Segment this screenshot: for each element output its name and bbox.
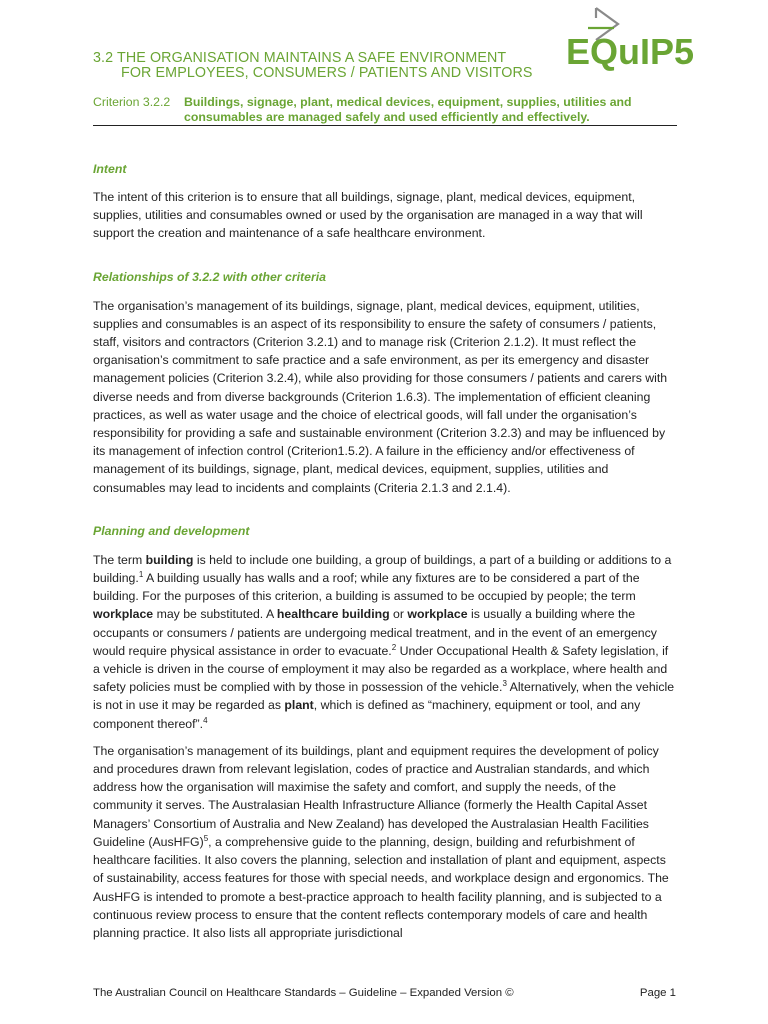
- footnote-ref-1: 1: [138, 570, 144, 580]
- section-heading-line-1: 3.2 THE ORGANISATION MAINTAINS A SAFE ENVIRONMENT: [93, 50, 507, 66]
- term-workplace-2: workplace: [407, 607, 468, 622]
- equip5-logo: [566, 6, 695, 72]
- criterion-header: [93, 95, 683, 125]
- equip5-logo-icon: [566, 6, 695, 72]
- term-healthcare-building: healthcare building: [276, 607, 390, 622]
- footnote-ref-5: 5: [203, 833, 209, 843]
- planning-heading: Planning and development: [93, 523, 250, 538]
- footnote-ref-4: 4: [203, 715, 208, 725]
- logo-text: EQuIP5: [566, 31, 695, 72]
- footnote-ref-2: 2: [391, 642, 397, 652]
- document-body: [93, 162, 678, 942]
- term-building: building: [145, 552, 194, 567]
- footer-text: The Australian Council on Healthcare Standards – Guideline – Expanded Version ©: [93, 987, 514, 999]
- section-heading-line-2: FOR EMPLOYEES, CONSUMERS / PATIENTS AND VISITORS: [121, 65, 533, 81]
- term-plant: plant: [284, 698, 314, 713]
- header-divider: [93, 125, 677, 126]
- management-paragraph: The organisation’s management of its buildings, plant and equipment requires the development of policy and procedures drawn from relevant legislation, codes of practice and Australian standards, and which address how the organisation will maximise the safety and comfort, and supply the needs, of the community it serves. The Australasian Health Infrastructure Alliance (formerly the Health Capital Asset Managers’ Consortium of Australia and New Zealand) has developed the Australasian Health Facilities Guideline (AusHFG)$^5$, a comprehensive guide to the planning, design, building and refurbishment of healthcare facilities. It also covers the planning, selection and installation of plant and equipment, aspects of sustainability, access features for those with special needs, and workplace design and ergonomics. The AusHFG is intended to promote a best-practice approach to health facility planning, and is subjected to a continuous review process to ensure that the content reflects contemporary models of care and health planning practice. It also lists all appropriate jurisdictional: [93, 743, 669, 940]
- section-heading: [93, 51, 563, 81]
- building-definition-paragraph: The term building is held to include one building, a group of buildings, a part of a building or additions to a building.$^1$ A building usually has walls and a roof; while any fixtures are to be considered a part of the building. For the purposes of this criterion, a building is assumed to be occupied by people; the term workplace may be substituted. A healthcare building or workplace is usually a building where the occupants or consumers / patients are undergoing medical treatment, and in the event of an emergency would require physical assistance in order to evacuate.$^2$ Under Occupational Health & Safety legislation, if a vehicle is driven in the course of employment it may also be regarded as a workplace, where health and safety policies must be complied with by those in possession of the vehicle.$^3$ Alternatively, when the vehicle is not in use it may be regarded as plant, which is defined as “machinery, equipment or tool, and any component thereof”.$^4$: [93, 552, 675, 731]
- page-footer: [93, 987, 676, 999]
- intent-paragraph: The intent of this criterion is to ensure that all buildings, signage, plant, medical devices, equipment, supplies, utilities and consumables owned or used by the organisation are managed in a way that will support the creation and maintenance of a safe healthcare environment.: [93, 190, 643, 241]
- criterion-number: Criterion 3.2.2: [93, 95, 171, 109]
- intent-heading: Intent: [93, 162, 127, 176]
- relationships-paragraph: The organisation’s management of its buildings, signage, plant, medical devices, equipment, utilities, supplies and consumables is an aspect of its responsibility to ensure the safety of consumers / patients, staff, visitors and contractors (Criterion 3.2.1) and to manage risk (Criterion 2.1.2). It must reflect the organisation’s commitment to safe practice and a safe environment, as per its emergency and disaster management policies (Criterion 3.2.4), while also providing for those consumers / patients and carers with diverse needs and from diverse backgrounds (Criterion 1.6.3). The implementation of efficient cleaning practices, as well as water usage and the choice of electrical goods, will fall under the organisation’s responsibility for providing a safe and sustainable environment (Criterion 3.2.3) and may be influenced by its management of infection control (Criterion1.5.2). A failure in the efficiency and/or effectiveness of management of its buildings, signage, plant, medical devices, equipment, supplies, utilities and consumables may lead to incidents and complaints (Criteria 2.1.3 and 2.1.4).: [93, 298, 668, 495]
- footnote-ref-3: 3: [502, 679, 507, 689]
- criterion-title: Buildings, signage, plant, medical devices, equipment, supplies, utilities and consumables are managed safely and used efficiently and effectively.: [184, 95, 632, 124]
- term-workplace: workplace: [93, 607, 154, 622]
- page-number: Page 1: [639, 987, 676, 999]
- relationships-heading: Relationships of 3.2.2 with other criteria: [93, 269, 327, 284]
